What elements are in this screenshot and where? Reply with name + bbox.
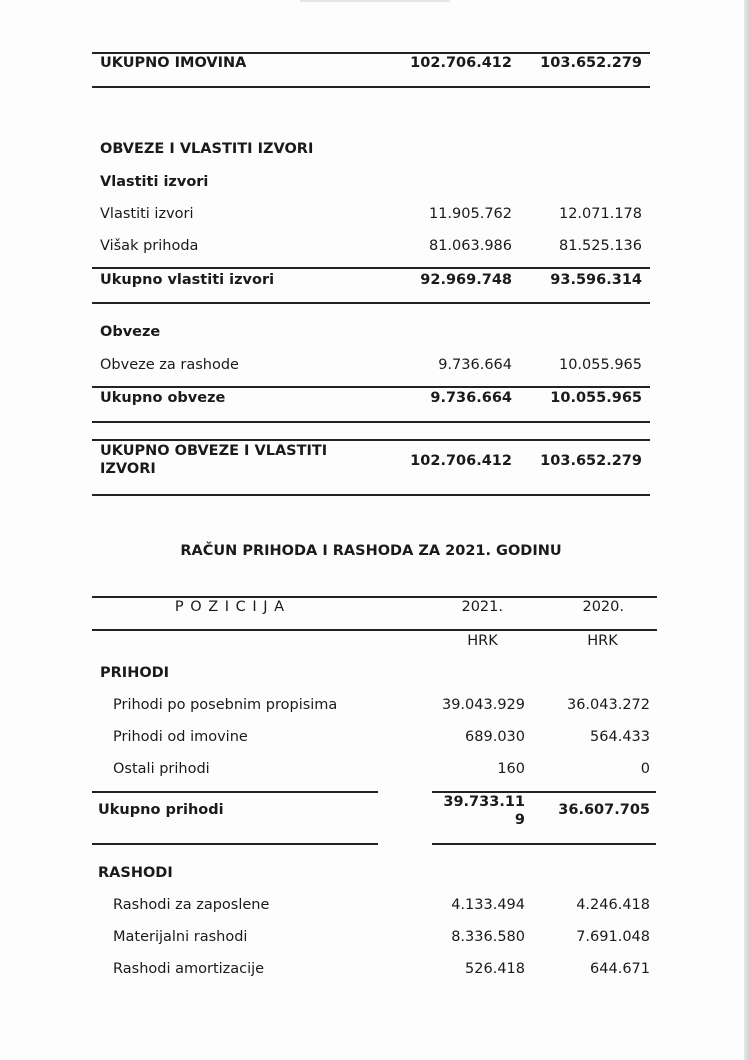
revenues-total-2020: 36.607.705	[558, 802, 650, 818]
own-sources-total-label: Ukupno vlastiti izvori	[100, 272, 275, 288]
total-assets-2021: 102.706.412	[410, 55, 512, 71]
revenues-header: PRIHODI	[100, 665, 170, 681]
currency-2020: HRK	[587, 633, 618, 649]
row-value-2021: 39.043.929	[441, 697, 525, 713]
rule	[92, 791, 378, 793]
obligations-total-2020: 10.055.965	[550, 390, 642, 406]
rule	[92, 86, 650, 88]
rule	[92, 629, 657, 631]
rule	[92, 494, 650, 496]
column-header-2020: 2020.	[582, 599, 624, 615]
row-value-2020: 81.525.136	[558, 238, 642, 254]
obligations-total-label: Ukupno obveze	[100, 390, 226, 406]
rule	[92, 302, 650, 304]
row-label: Prihodi od imovine	[113, 729, 248, 745]
row-value-2021: 81.063.986	[428, 238, 512, 254]
row-label: Ostali prihodi	[113, 761, 210, 777]
grand-total-2021: 102.706.412	[410, 453, 512, 469]
rule	[92, 843, 378, 845]
total-assets-label: UKUPNO IMOVINA	[100, 55, 247, 71]
row-value-2020: 4.246.418	[576, 897, 650, 913]
row-value-2020: 0	[640, 761, 650, 777]
grand-total-label-line1: UKUPNO OBVEZE I VLASTITI	[100, 443, 328, 459]
own-sources-header: Vlastiti izvori	[100, 174, 209, 190]
row-label: Rashodi za zaposlene	[113, 897, 270, 913]
row-value-2021: 526.418	[465, 961, 525, 977]
own-sources-total-2021: 92.969.748	[420, 272, 512, 288]
revenues-total-2021-line2: 9	[514, 812, 525, 828]
column-header-2021: 2021.	[461, 599, 503, 615]
row-value-2020: 36.043.272	[566, 697, 650, 713]
row-label: Obveze za rashode	[100, 357, 239, 373]
currency-2021: HRK	[467, 633, 498, 649]
row-value-2021: 11.905.762	[428, 206, 512, 222]
row-label: Višak prihoda	[100, 238, 199, 254]
row-value-2020: 7.691.048	[576, 929, 650, 945]
row-label: Vlastiti izvori	[100, 206, 194, 222]
row-label: Prihodi po posebnim propisima	[113, 697, 338, 713]
income-statement-title: RAČUN PRIHODA I RASHODA ZA 2021. GODINU	[180, 543, 562, 559]
expenses-header: RASHODI	[98, 865, 173, 881]
page-edge	[744, 0, 750, 1060]
row-label: Materijalni rashodi	[113, 929, 248, 945]
row-value-2021: 8.336.580	[451, 929, 525, 945]
rule	[432, 843, 656, 845]
grand-total-2020: 103.652.279	[540, 453, 642, 469]
row-value-2021: 160	[497, 761, 525, 777]
rule	[92, 267, 650, 269]
row-value-2021: 4.133.494	[451, 897, 525, 913]
row-value-2020: 10.055.965	[558, 357, 642, 373]
total-assets-2020: 103.652.279	[540, 55, 642, 71]
row-value-2020: 564.433	[590, 729, 650, 745]
rule	[92, 421, 650, 423]
row-value-2021: 689.030	[465, 729, 525, 745]
row-value-2020: 12.071.178	[558, 206, 642, 222]
obligations-total-2021: 9.736.664	[430, 390, 512, 406]
row-value-2021: 9.736.664	[438, 357, 512, 373]
rule	[92, 439, 650, 441]
liabilities-header: OBVEZE I VLASTITI IZVORI	[100, 141, 314, 157]
scan-artifact	[300, 0, 450, 2]
grand-total-label-line2: IZVORI	[100, 461, 156, 477]
own-sources-total-2020: 93.596.314	[550, 272, 642, 288]
row-value-2020: 644.671	[590, 961, 650, 977]
revenues-total-2021-line1: 39.733.11	[443, 794, 525, 810]
revenues-total-label: Ukupno prihodi	[98, 802, 224, 818]
column-header-position: P O Z I C I J A	[174, 599, 286, 615]
rule	[92, 386, 650, 388]
obligations-header: Obveze	[100, 324, 161, 340]
row-label: Rashodi amortizacije	[113, 961, 265, 977]
